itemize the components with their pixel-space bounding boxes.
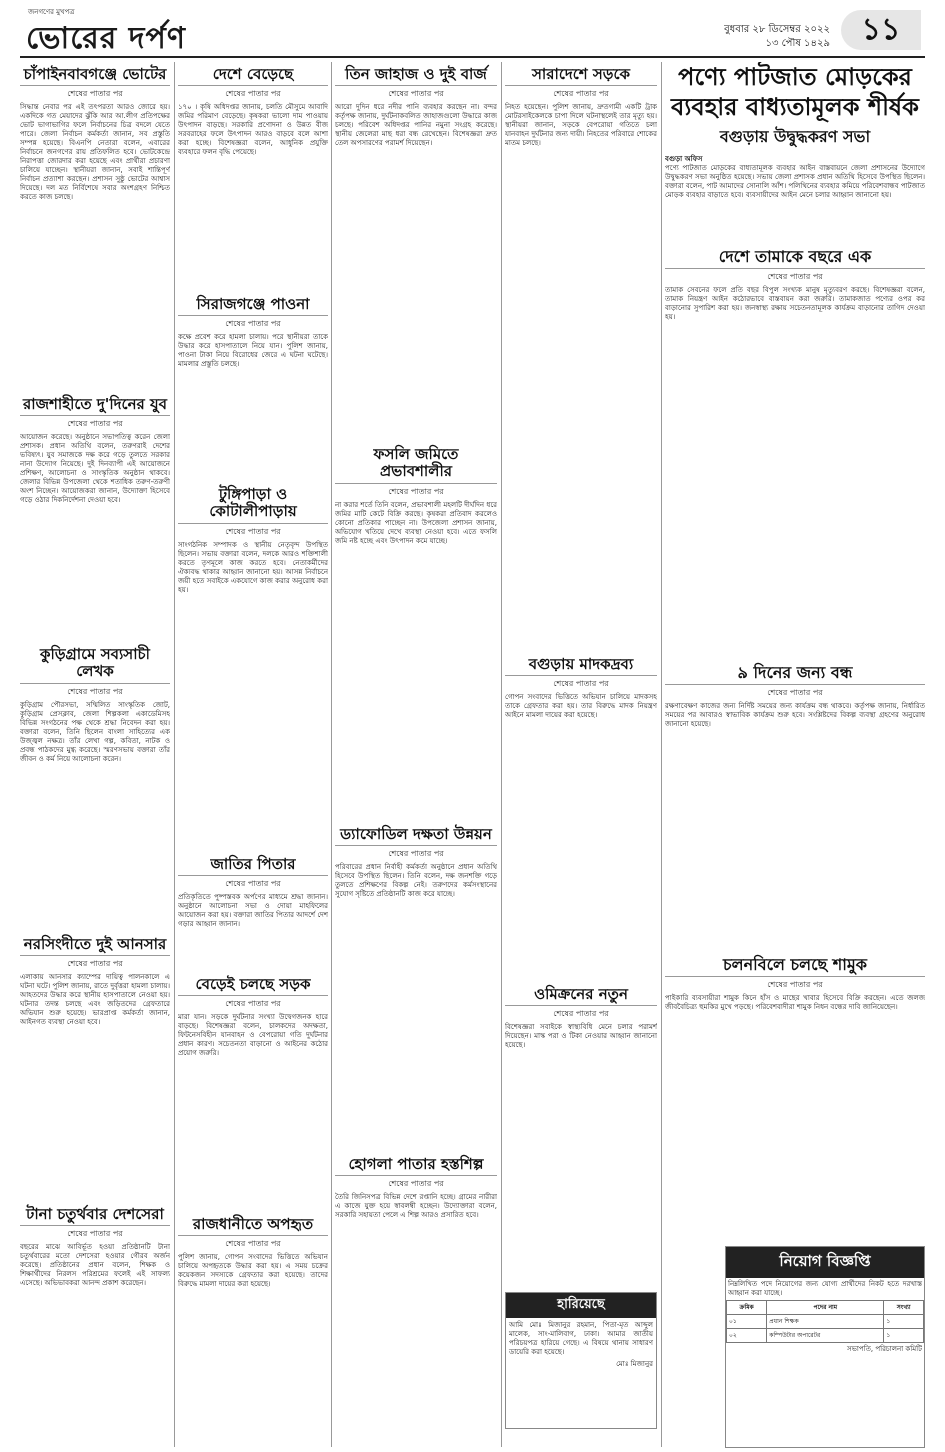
article-headline: টুঙ্গিপাড়া ও কোটালীপাড়ায় <box>178 486 328 524</box>
column-divider <box>661 62 662 1447</box>
article <box>505 62 657 652</box>
article-body: রক্ষণাবেক্ষণ কাজের জন্য নির্দিষ্ট সময়ের জন্য কার্যক্রম বন্ধ থাকবে। কর্তৃপক্ষ জানায়, নির্ধারিত সময়ের পর আবারও স্বাভাবিক কার্যক্রম শুরু হবে। সংশ্লিষ্টদের বিকল্প ব্যবস্থা গ্রহণের অনুরোধ জানানো হয়েছে। <box>665 702 925 729</box>
article-headline: রাজশাহীতে দু'দিনের যুব <box>20 396 170 416</box>
article-headline: ড্যাফোডিল দক্ষতা উন্নয়ন <box>335 826 497 846</box>
column-2 <box>178 62 328 1447</box>
article-continued: শেষের পাতার পর <box>388 1179 444 1189</box>
article <box>178 482 328 852</box>
article <box>335 442 497 822</box>
article-continued: শেষের পাতার পর <box>67 959 123 969</box>
lead-body: পণ্যে পাটজাত মোড়কের বাধ্যতামূলক ব্যবহার আইন বাস্তবায়নে জেলা প্রশাসনের উদ্যোগে উদ্বুদ্ধকরণ সভা অনুষ্ঠিত হয়েছে। সভায় জেলা প্রশাসক প্রধান অতিথি হিসেবে উপস্থিত ছিলেন। বক্তারা বলেন, পাট আমাদের সোনালি আঁশ। পলিথিনের ব্যবহার কমিয়ে পরিবেশবান্ধব পাটজাত মোড়ক ব্যবহার বাড়াতে হবে। ব্যবসায়ীদের আইন মেনে চলার আহ্বান জানানো হয়। <box>665 164 925 199</box>
job-ad-title: নিয়োগ বিজ্ঞপ্তি <box>726 1247 924 1278</box>
article-body: কক্ষে প্রবেশ করে হামলা চালায়। পরে স্থানীয়রা তাকে উদ্ধার করে হাসপাতালে নিয়ে যান। পুলিশ জানায়, পাওনা টাকা নিয়ে বিরোধের জেরে এ ঘটনা ঘটেছে। মামলার প্রস্তুতি চলছে। <box>178 333 328 369</box>
column-divider <box>331 62 332 1447</box>
article-headline: বগুড়ায় মাদকদ্রব্য <box>505 656 657 676</box>
article <box>335 62 497 442</box>
article-headline: টানা চতুর্থবার দেশসেরা <box>20 1206 170 1226</box>
lead-byline: বগুড়া অফিস <box>665 155 703 163</box>
article-body: কুড়িগ্রাম পৌরসভা, সম্মিলিত সাংস্কৃতিক জোট, কুড়িগ্রাম প্রেসক্লাব, জেলা শিল্পকলা একাডেমিসহ বিভিন্ন সংগঠনের পক্ষ থেকে শ্রদ্ধা নিবেদন করা হয়। বক্তারা বলেন, তিনি ছিলেন বাংলা সাহিত্যের এক উজ্জ্বল নক্ষত্র। তাঁর লেখা গল্প, কবিতা, নাটক ও প্রবন্ধ পাঠকদের মুগ্ধ করেছে। স্মরণসভায় বক্তারা তাঁর জীবন ও কর্ম নিয়ে আলোচনা করেন। <box>20 700 170 763</box>
article-continued: শেষের পাতার পর <box>767 980 823 990</box>
article-continued: শেষের পাতার পর <box>67 686 123 696</box>
article-body: আরো দুদিন ধরে নদীর পানি ব্যবহার করছেন না। বন্দর কর্তৃপক্ষ জানায়, দুর্ঘটনাকবলিত জাহাজগুলো উদ্ধারে কাজ চলছে। পরিবেশ অধিদপ্তর পানির নমুনা সংগ্রহ করেছে। স্থানীয় জেলেরা মাছ ধরা বন্ধ রেখেছেন। বিশেষজ্ঞরা দ্রুত তেল অপসারণের পরামর্শ দিয়েছেন। <box>335 103 497 148</box>
article <box>665 952 925 1242</box>
table-cell: ০১ <box>727 1315 767 1329</box>
article-headline: ফসলি জমিতে প্রভাবশালীর <box>335 446 497 484</box>
article-continued: শেষের পাতার পর <box>388 89 444 99</box>
article-body: বিশেষজ্ঞরা সবাইকে স্বাস্থ্যবিধি মেনে চলার পরামর্শ দিয়েছেন। মাস্ক পরা ও টিকা নেওয়ার আহ্বান জানানো হয়েছে। <box>505 1023 657 1050</box>
article <box>335 822 497 1152</box>
article-headline: নরসিংদীতে দুই আনসার <box>20 936 170 956</box>
job-ad-table <box>726 1300 924 1343</box>
article-continued: শেষের পাতার পর <box>767 272 823 282</box>
article-body: সাংগঠনিক সম্পাদক ও স্থানীয় নেতৃবৃন্দ উপস্থিত ছিলেন। সভায় বক্তারা বলেন, দলকে আরও শক্তিশালী করতে তৃণমূলে কাজ করতে হবে। নেতাকর্মীদের ঐক্যবদ্ধ থাকার আহ্বান জানানো হয়। আসন্ন নির্বাচনে জয়ী হতে সবাইকে একযোগে কাজ করার অনুরোধ করা হয়। <box>178 540 328 594</box>
article <box>20 932 170 1202</box>
job-advertisement <box>725 1246 925 1448</box>
masthead-tagline: জনগণের মুখপত্র <box>28 8 75 16</box>
article-continued: শেষের পাতার পর <box>388 486 444 496</box>
table-header-cell: পদের নাম <box>767 1301 884 1315</box>
table-cell: কম্পিউটার অপারেটর <box>767 1329 884 1343</box>
article-body: পুলিশ জানায়, গোপন সংবাদের ভিত্তিতে অভিযান চালিয়ে অপহৃতকে উদ্ধার করা হয়। এ সময় চক্রের কয়েকজন সদস্যকে গ্রেফতার করা হয়েছে। তাদের বিরুদ্ধে মামলা দায়ের করা হয়েছে। <box>178 1253 328 1289</box>
table-cell: ১ <box>884 1329 924 1343</box>
article-body: মারা যান। সড়কে দুর্ঘটনার সংখ্যা উদ্বেগজনক হারে বাড়ছে। বিশেষজ্ঞরা বলেন, চালকদের অদক্ষতা, ফিটনেসবিহীন যানবাহন ও বেপরোয়া গতি দুর্ঘটনার প্রধান কারণ। সচেতনতা বাড়ানো ও আইনের কঠোর প্রয়োগ জরুরি। <box>178 1013 328 1058</box>
column-divider <box>501 62 502 1447</box>
article-continued: শেষের পাতার পর <box>67 419 123 429</box>
table-row <box>727 1315 924 1329</box>
lead-article <box>665 62 925 242</box>
article-continued: শেষের পাতার পর <box>225 526 281 536</box>
article-headline: সিরাজগঞ্জে পাওনা <box>178 296 328 316</box>
article-headline: চাঁপাইনবাবগঞ্জে ভোটের <box>20 66 170 86</box>
article <box>178 1212 328 1442</box>
article-headline: বেড়েই চলছে সড়ক <box>178 976 328 996</box>
article-continued: শেষের পাতার পর <box>225 879 281 889</box>
article-body: পরিবারের প্রধান নির্বাহী কর্মকর্তা অনুষ্ঠানে প্রধান অতিথি হিসেবে উপস্থিত ছিলেন। তিনি বলেন, দক্ষ জনশক্তি গড়ে তুলতে প্রশিক্ষণের বিকল্প নেই। তরুণদের কর্মসংস্থানের সুযোগ সৃষ্টিতে প্রতিষ্ঠানটি কাজ করে যাচ্ছে। <box>335 863 497 899</box>
lead-subhead: বগুড়ায় উদ্বুদ্ধকরণ সভা <box>719 127 871 146</box>
article <box>178 972 328 1212</box>
job-ad-footer: সভাপতি, পরিচালনা কমিটি <box>847 1345 922 1353</box>
article-headline: জাতির পিতার <box>178 856 328 876</box>
article-continued: শেষের পাতার পর <box>767 688 823 698</box>
article-headline: ৯ দিনের জন্য বন্ধ <box>665 664 925 685</box>
article-headline: দেশে তামাকে বছরে এক <box>665 248 925 269</box>
lead-headline-line-1: পণ্যে পাটজাত মোড়কের <box>678 62 912 91</box>
table-header-cell: সংখ্যা <box>884 1301 924 1315</box>
column-divider <box>174 62 175 1447</box>
article-headline: কুড়িগ্রামে সব্যসাচী লেখক <box>20 646 170 684</box>
article-continued: শেষের পাতার পর <box>225 319 281 329</box>
article-continued: শেষের পাতার পর <box>225 1239 281 1249</box>
article-body: পাইকারি ব্যবসায়ীরা শামুক কিনে হাঁস ও মাছের খাবার হিসেবে বিক্রি করছেন। এতে জলজ জীববৈচিত্র্য হুমকির মুখে পড়ছে। পরিবেশবাদীরা শামুক নিধন বন্ধের দাবি জানিয়েছেন। <box>665 994 925 1012</box>
table-cell: প্রধান শিক্ষক <box>767 1315 884 1329</box>
article-headline: সারাদেশে সড়কে <box>505 66 657 86</box>
article-continued: শেষের পাতার পর <box>225 999 281 1009</box>
article-body: তামাক সেবনের ফলে প্রতি বছর বিপুল সংখ্যক মানুষ মৃত্যুবরণ করছে। বিশেষজ্ঞরা বলেন, তামাক নিয়ন্ত্রণ আইন কঠোরভাবে বাস্তবায়ন করা জরুরি। তামাকজাত পণ্যের ওপর কর বাড়ানোর সুপারিশ করা হয়। জনস্বাস্থ্য রক্ষায় সচেতনতামূলক কার্যক্রম বাড়ানোর তাগিদ দেওয়া হয়। <box>665 286 925 322</box>
article-continued: শেষের পাতার পর <box>67 1229 123 1239</box>
column-4 <box>505 62 657 1447</box>
article-headline: ওমিক্রনের নতুন <box>505 986 657 1006</box>
page-number: ১১ <box>841 10 921 50</box>
article-continued: শেষের পাতার পর <box>553 89 609 99</box>
column-1 <box>20 62 170 1447</box>
article-body: নিহত হয়েছেন। পুলিশ জানায়, দ্রুতগামী একটি ট্রাক মোটরসাইকেলকে চাপা দিলে ঘটনাস্থলেই তার মৃত্যু হয়। স্থানীয়রা জানান, সড়কে বেপরোয়া গতিতে চলা যানবাহন দুর্ঘটনার জন্য দায়ী। নিহতের পরিবারে শোকের মাতম চলছে। <box>505 103 657 148</box>
article <box>665 660 925 950</box>
lost-notice <box>505 1292 657 1429</box>
article-continued: শেষের পাতার পর <box>225 89 281 99</box>
table-row <box>727 1329 924 1343</box>
article-continued: শেষের পাতার পর <box>388 849 444 859</box>
newspaper-logo: ভোরের দর্পণ <box>26 21 186 56</box>
table-cell: ১ <box>884 1315 924 1329</box>
article-body: তৈরি জিনিসপত্র বিভিন্ন দেশে রপ্তানি হচ্ছে। গ্রামের নারীরা এ কাজে যুক্ত হয়ে স্বাবলম্বী হচ্ছেন। উদ্যোক্তারা বলেন, সরকারি সহায়তা পেলে এ শিল্প আরও প্রসারিত হবে। <box>335 1193 497 1220</box>
article <box>20 642 170 932</box>
lost-notice-title: হারিয়েছে <box>506 1293 656 1318</box>
article <box>665 244 925 659</box>
article-body: এলাকায় আনসার ক্যাম্পের দায়িত্ব পালনকালে এ ঘটনা ঘটে। পুলিশ জানায়, রাতে দুর্বৃত্তরা হামলা চালায়। আহতদের উদ্ধার করে স্থানীয় হাসপাতালে নেওয়া হয়। ঘটনার তদন্ত চলছে এবং জড়িতদের গ্রেফতারে অভিযান শুরু হয়েছে। ভারপ্রাপ্ত কর্মকর্তা জানান, আইনগত ব্যবস্থা নেওয়া হবে। <box>20 973 170 1027</box>
table-header-row <box>727 1301 924 1315</box>
article <box>505 982 657 1292</box>
article-body: গোপন সংবাদের ভিত্তিতে অভিযান চালিয়ে মাদকসহ তাকে গ্রেফতার করা হয়। তার বিরুদ্ধে মাদক নিয়ন্ত্রণ আইনে মামলা দায়ের করা হয়েছে। <box>505 693 657 720</box>
article <box>20 392 170 642</box>
article-body: ১৭০ । কৃষি অধিদপ্তর জানায়, চলতি মৌসুমে আবাদি জমির পরিমাণ বেড়েছে। কৃষকরা ভালো দাম পাওয়ায় উৎপাদন বাড়ছে। সরকারি প্রণোদনা ও উন্নত বীজ সরবরাহের ফলে উৎপাদন আরও বাড়বে বলে আশা করা হচ্ছে। বিশেষজ্ঞরা বলেন, আধুনিক প্রযুক্তি ব্যবহারে ফলন বৃদ্ধি পেয়েছে। <box>178 103 328 157</box>
article-headline: হোগলা পাতার হস্তশিল্প <box>335 1156 497 1176</box>
article-continued: শেষের পাতার পর <box>67 89 123 99</box>
article-headline: তিন জাহাজ ও দুই বার্জ <box>335 66 497 86</box>
article-continued: শেষের পাতার পর <box>553 1009 609 1019</box>
table-header-cell: ক্রমিক <box>727 1301 767 1315</box>
table-cell: ০২ <box>727 1329 767 1343</box>
article-headline: চলনবিলে চলছে শামুক <box>665 956 925 977</box>
article-body: সিদ্ধান্ত নেবার পর এই তৎপরতা আরও জোরে হয়। একদিকে গত মেয়াদের ঝুঁকি আর আ.লীগ প্রতিপক্ষের ভোট ভাগাভাগির ফলে নির্বাচনের চিত্র বদলে যেতে পারে। জেলা নির্বাচন কর্মকর্তা জানান, সব প্রস্তুতি সম্পন্ন হয়েছে। বিএনপি নেতারা বলেন, এবারের নির্বাচনে জনগণের রায় প্রতিফলিত হবে। ভোটকেন্দ্রে নিরাপত্তা জোরদার করা হয়েছে এবং প্রার্থীরা প্রচারণা চালিয়ে যাচ্ছেন। স্থানীয়রা জানান, সবাই শান্তিপূর্ণ নির্বাচন প্রত্যাশা করছেন। প্রশাসন সুষ্ঠু ভোটের আশ্বাস দিয়েছে। দল মত নির্বিশেষে সবার অংশগ্রহণ নিশ্চিত করতে কাজ চলছে। <box>20 103 170 202</box>
article <box>178 852 328 972</box>
article <box>505 652 657 982</box>
article-headline: দেশে বেড়েছে <box>178 66 328 86</box>
article-continued: শেষের পাতার পর <box>553 679 609 689</box>
article <box>20 62 170 392</box>
lost-notice-signature: মোঃ মিজানুর <box>616 1360 653 1368</box>
article-body: প্রতিকৃতিতে পুষ্পস্তবক অর্পণের মাধ্যমে শ্রদ্ধা জানান। অনুষ্ঠানে আলোচনা সভা ও দোয়া মাহফিলের আয়োজন করা হয়। বক্তারা জাতির পিতার আদর্শে দেশ গড়ার আহ্বান জানান। <box>178 893 328 929</box>
article-body: না করার শর্তে তিনি বলেন, প্রভাবশালী মহলটি দীর্ঘদিন ধরে জমির মাটি কেটে বিক্রি করছে। কৃষকরা প্রতিবাদ করলেও কোনো প্রতিকার পাচ্ছেন না। উপজেলা প্রশাসন জানায়, অভিযোগ খতিয়ে দেখে ব্যবস্থা নেওয়া হবে। এতে ফসলি জমি নষ্ট হচ্ছে এবং উৎপাদন কমে যাচ্ছে। <box>335 500 497 545</box>
article <box>178 62 328 292</box>
lost-notice-body: আমি মোঃ মিজানুর রহমান, পিতা-মৃত আব্দুল মালেক, সাং-মালিবাগ, ঢাকা। আমার জাতীয় পরিচয়পত্র হারিয়ে গেছে। এ বিষয়ে থানায় সাধারণ ডায়েরি করা হয়েছে। <box>509 1321 653 1356</box>
article <box>20 1202 170 1442</box>
column-3 <box>335 62 497 1447</box>
article <box>335 1152 497 1442</box>
article-headline: রাজধানীতে অপহৃত <box>178 1216 328 1236</box>
job-ad-intro: নিম্নলিখিত পদে নিয়োগের জন্য যোগ্য প্রার্থীদের নিকট হতে দরখাস্ত আহ্বান করা যাচ্ছে। <box>728 1280 922 1297</box>
date-line-1: বুধবার ২৮ ডিসেম্বর ২০২২ <box>724 24 830 35</box>
article-body: বছরের মাঝে আবির্ভূত হওয়া প্রতিষ্ঠানটি টানা চতুর্থবারের মতো দেশসেরা হওয়ার গৌরব অর্জন করেছে। প্রতিষ্ঠানের প্রধান বলেন, শিক্ষক ও শিক্ষার্থীদের নিরলস পরিশ্রমের ফলেই এই সাফল্য এসেছে। অভিভাবকরা আনন্দ প্রকাশ করেছেন। <box>20 1243 170 1288</box>
lead-headline-line-2: ব্যবহার বাধ্যতামূলক শীর্ষক <box>671 92 919 121</box>
date-line-2: ১৩ পৌষ ১৪২৯ <box>765 38 830 49</box>
article-body: আয়োজন করেছে। অনুষ্ঠানে সভাপতিত্ব করেন জেলা প্রশাসক। প্রধান অতিথি বলেন, তরুণরাই দেশের ভবিষ্যৎ। যুব সমাজকে দক্ষ করে গড়ে তুলতে সরকার নানা উদ্যোগ নিয়েছে। দুই দিনব্যাপী এই আয়োজনে প্রশিক্ষণ, আলোচনা ও সাংস্কৃতিক অনুষ্ঠান থাকবে। জেলার বিভিন্ন উপজেলা থেকে শতাধিক তরুণ-তরুণী অংশ নিচ্ছেন। আয়োজকরা জানান, উদ্যোক্তা হিসেবে গড়ে ওঠার দিকনির্দেশনা দেওয়া হবে। <box>20 433 170 505</box>
article <box>178 292 328 482</box>
